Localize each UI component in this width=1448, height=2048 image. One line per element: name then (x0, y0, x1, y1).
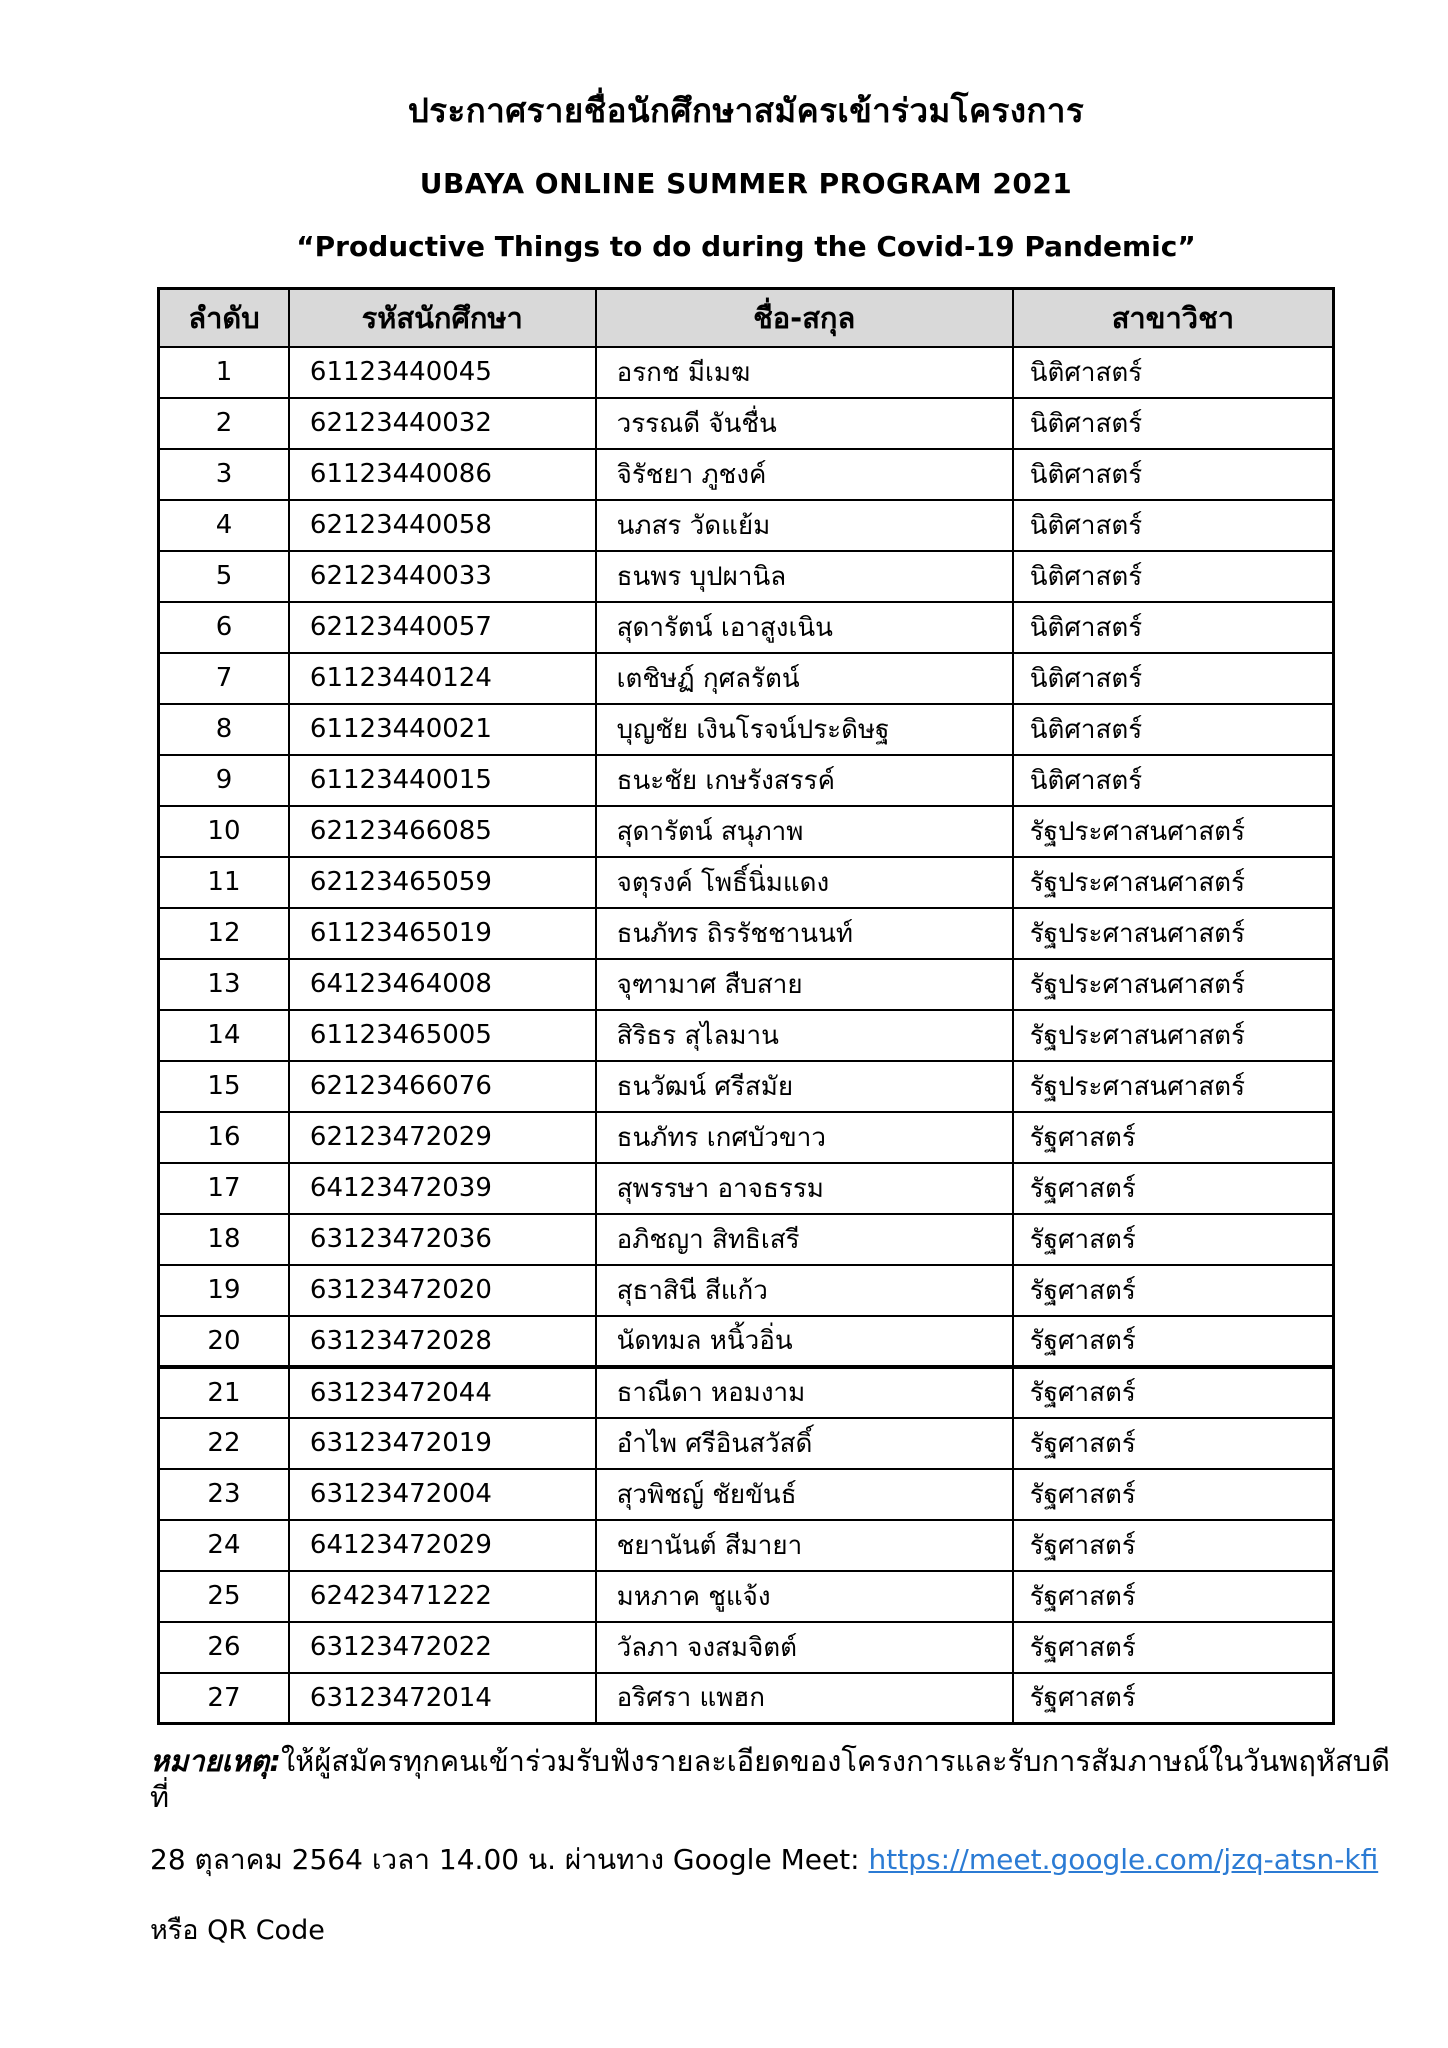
row-student-name: สิริธร สุไลมาน (596, 1010, 1013, 1061)
table-row (159, 551, 1334, 602)
note-line-3: หรือ QR Code (150, 1914, 325, 1946)
table-row (159, 449, 1334, 500)
note-date-time-text: 28 ตุลาคม 2564 เวลา 14.00 น. ผ่านทาง Google Meet: (150, 1842, 869, 1876)
row-order-number: 25 (159, 1571, 289, 1622)
row-order-number: 16 (159, 1112, 289, 1163)
row-student-name: ธนพร บุปผานิล (596, 551, 1013, 602)
page-subtitle-quote: “Productive Things to do during the Covid-19 Pandemic” (296, 230, 1196, 263)
row-student-name: จิรัชยา ภูชงค์ (596, 449, 1013, 500)
row-student-major: รัฐศาสตร์ (1013, 1571, 1334, 1622)
row-order-number: 12 (159, 908, 289, 959)
row-student-name: สุดารัตน์ เอาสูงเนิน (596, 602, 1013, 653)
row-student-name: จตุรงค์ โพธิ์นิ่มแดง (596, 857, 1013, 908)
row-student-major: รัฐศาสตร์ (1013, 1163, 1334, 1214)
row-student-name: สุธาสินี สีแก้ว (596, 1265, 1013, 1316)
row-student-name: วรรณดี จันชื่น (596, 398, 1013, 449)
row-student-name: อำไพ ศรีอินสวัสดิ์ (596, 1418, 1013, 1469)
row-student-name: ธนภัทร เกศบัวขาว (596, 1112, 1013, 1163)
table-row (159, 1010, 1334, 1061)
row-student-id: 61123465005 (289, 1010, 596, 1061)
row-student-name: นภสร วัดแย้ม (596, 500, 1013, 551)
table-row (159, 1520, 1334, 1571)
row-student-id: 62423471222 (289, 1571, 596, 1622)
row-student-id: 61123440015 (289, 755, 596, 806)
row-student-id: 62123440033 (289, 551, 596, 602)
row-order-number: 22 (159, 1418, 289, 1469)
note-label: หมายเหตุ: (150, 1744, 281, 1778)
table-row (159, 500, 1334, 551)
row-order-number: 23 (159, 1469, 289, 1520)
row-order-number: 9 (159, 755, 289, 806)
table-row (159, 1061, 1334, 1112)
table-row (159, 1163, 1334, 1214)
row-student-major: รัฐศาสตร์ (1013, 1418, 1334, 1469)
row-student-name: อริศรา แพฮก (596, 1673, 1013, 1724)
row-student-name: จุฑามาศ สืบสาย (596, 959, 1013, 1010)
table-row (159, 959, 1334, 1010)
row-student-id: 61123440021 (289, 704, 596, 755)
row-student-name: ธนะชัย เกษรังสรรค์ (596, 755, 1013, 806)
row-order-number: 5 (159, 551, 289, 602)
row-order-number: 24 (159, 1520, 289, 1571)
page-title-thai: ประกาศรายชื่อนักศึกษาสมัครเข้าร่วมโครงการ (407, 91, 1085, 130)
table-row (159, 398, 1334, 449)
row-student-major: รัฐศาสตร์ (1013, 1112, 1334, 1163)
header-order-number: ลำดับ (159, 289, 289, 347)
note-line-1 (150, 1743, 1390, 1816)
table-row (159, 1571, 1334, 1622)
student-table (157, 287, 1335, 1725)
row-student-id: 61123440045 (289, 347, 596, 398)
row-student-name: เตชิษฏ์ กุศลรัตน์ (596, 653, 1013, 704)
google-meet-link[interactable]: https://meet.google.com/jzq-atsn-kfi (868, 1842, 1379, 1876)
row-student-major: นิติศาสตร์ (1013, 500, 1334, 551)
row-order-number: 21 (159, 1367, 289, 1418)
table-header-row (159, 289, 1334, 347)
row-student-id: 61123440086 (289, 449, 596, 500)
table-row (159, 806, 1334, 857)
row-order-number: 13 (159, 959, 289, 1010)
row-order-number: 14 (159, 1010, 289, 1061)
row-student-id: 62123466085 (289, 806, 596, 857)
row-student-id: 63123472004 (289, 1469, 596, 1520)
row-student-id: 63123472022 (289, 1622, 596, 1673)
row-student-major: รัฐศาสตร์ (1013, 1469, 1334, 1520)
row-student-major: นิติศาสตร์ (1013, 449, 1334, 500)
table-row (159, 1316, 1334, 1367)
row-student-name: ธาณีดา หอมงาม (596, 1367, 1013, 1418)
row-order-number: 19 (159, 1265, 289, 1316)
note-text: ให้ผู้สมัครทุกคนเข้าร่วมรับฟังรายละเอียดของโครงการและรับการสัมภาษณ์ในวันพฤหัสบดีที่ (150, 1744, 1390, 1815)
row-student-id: 62123440032 (289, 398, 596, 449)
table-row (159, 1622, 1334, 1673)
row-student-major: นิติศาสตร์ (1013, 653, 1334, 704)
row-student-name: ชยานันต์ สีมายา (596, 1520, 1013, 1571)
row-student-id: 63123472014 (289, 1673, 596, 1724)
row-student-id: 63123472044 (289, 1367, 596, 1418)
row-student-major: นิติศาสตร์ (1013, 704, 1334, 755)
row-student-id: 61123440124 (289, 653, 596, 704)
row-student-major: รัฐศาสตร์ (1013, 1265, 1334, 1316)
row-order-number: 2 (159, 398, 289, 449)
row-order-number: 18 (159, 1214, 289, 1265)
table-row (159, 857, 1334, 908)
row-order-number: 3 (159, 449, 289, 500)
row-student-id: 64123472039 (289, 1163, 596, 1214)
row-order-number: 7 (159, 653, 289, 704)
row-student-id: 62123466076 (289, 1061, 596, 1112)
row-student-name: ธนภัทร ถิรรัชชานนท์ (596, 908, 1013, 959)
footer-note (150, 1743, 1390, 1951)
row-student-name: สุพรรษา อาจธรรม (596, 1163, 1013, 1214)
student-table-body (159, 347, 1334, 1724)
row-student-id: 64123472029 (289, 1520, 596, 1571)
row-order-number: 4 (159, 500, 289, 551)
row-student-major: รัฐศาสตร์ (1013, 1214, 1334, 1265)
table-row (159, 1469, 1334, 1520)
table-row (159, 908, 1334, 959)
table-row (159, 653, 1334, 704)
row-student-name: วัลภา จงสมจิตต์ (596, 1622, 1013, 1673)
row-order-number: 15 (159, 1061, 289, 1112)
document-content (157, 0, 1335, 1725)
row-student-major: รัฐประศาสนศาสตร์ (1013, 908, 1334, 959)
row-student-major: รัฐศาสตร์ (1013, 1622, 1334, 1673)
header-major: สาขาวิชา (1013, 289, 1334, 347)
row-order-number: 10 (159, 806, 289, 857)
row-student-name: อรกช มีเมฆ (596, 347, 1013, 398)
table-row (159, 1112, 1334, 1163)
row-student-id: 63123472020 (289, 1265, 596, 1316)
row-student-major: รัฐประศาสนศาสตร์ (1013, 857, 1334, 908)
row-student-major: รัฐศาสตร์ (1013, 1520, 1334, 1571)
row-student-major: รัฐประศาสนศาสตร์ (1013, 1010, 1334, 1061)
row-order-number: 11 (159, 857, 289, 908)
table-row (159, 755, 1334, 806)
row-student-major: รัฐศาสตร์ (1013, 1367, 1334, 1418)
student-table-header (159, 289, 1334, 347)
table-row (159, 1214, 1334, 1265)
row-student-name: บุญชัย เงินโรจน์ประดิษฐ (596, 704, 1013, 755)
row-student-name: สุดารัตน์ สนุภาพ (596, 806, 1013, 857)
row-student-id: 64123464008 (289, 959, 596, 1010)
row-order-number: 26 (159, 1622, 289, 1673)
table-row (159, 1418, 1334, 1469)
row-order-number: 17 (159, 1163, 289, 1214)
row-order-number: 8 (159, 704, 289, 755)
row-student-major: นิติศาสตร์ (1013, 551, 1334, 602)
row-student-major: รัฐประศาสนศาสตร์ (1013, 1061, 1334, 1112)
row-student-id: 62123465059 (289, 857, 596, 908)
note-line-2 (150, 1838, 1390, 1882)
header-name-surname: ชื่อ-สกุล (596, 289, 1013, 347)
row-order-number: 1 (159, 347, 289, 398)
table-row (159, 704, 1334, 755)
row-student-major: รัฐศาสตร์ (1013, 1316, 1334, 1367)
row-student-id: 63123472028 (289, 1316, 596, 1367)
row-order-number: 27 (159, 1673, 289, 1724)
table-row (159, 1673, 1334, 1724)
row-student-id: 62123472029 (289, 1112, 596, 1163)
page-title-english: UBAYA ONLINE SUMMER PROGRAM 2021 (419, 167, 1073, 200)
row-student-major: นิติศาสตร์ (1013, 602, 1334, 653)
row-student-id: 62123440058 (289, 500, 596, 551)
row-student-name: สุวพิชญ์ ชัยขันธ์ (596, 1469, 1013, 1520)
row-student-name: นัดทมล หนิ้วอิ่น (596, 1316, 1013, 1367)
row-order-number: 20 (159, 1316, 289, 1367)
row-student-major: นิติศาสตร์ (1013, 347, 1334, 398)
row-student-name: ธนวัฒน์ ศรีสมัย (596, 1061, 1013, 1112)
table-row (159, 1265, 1334, 1316)
header-student-id: รหัสนักศึกษา (289, 289, 596, 347)
row-student-id: 63123472036 (289, 1214, 596, 1265)
row-student-major: นิติศาสตร์ (1013, 755, 1334, 806)
row-order-number: 6 (159, 602, 289, 653)
row-student-major: นิติศาสตร์ (1013, 398, 1334, 449)
row-student-major: รัฐประศาสนศาสตร์ (1013, 959, 1334, 1010)
row-student-name: มหภาค ชูแจ้ง (596, 1571, 1013, 1622)
row-student-major: รัฐศาสตร์ (1013, 1673, 1334, 1724)
row-student-id: 63123472019 (289, 1418, 596, 1469)
row-student-id: 61123465019 (289, 908, 596, 959)
row-student-name: อภิชญา สิทธิเสรี (596, 1214, 1013, 1265)
row-student-id: 62123440057 (289, 602, 596, 653)
table-row (159, 602, 1334, 653)
table-row (159, 347, 1334, 398)
row-student-major: รัฐประศาสนศาสตร์ (1013, 806, 1334, 857)
table-row (159, 1367, 1334, 1418)
